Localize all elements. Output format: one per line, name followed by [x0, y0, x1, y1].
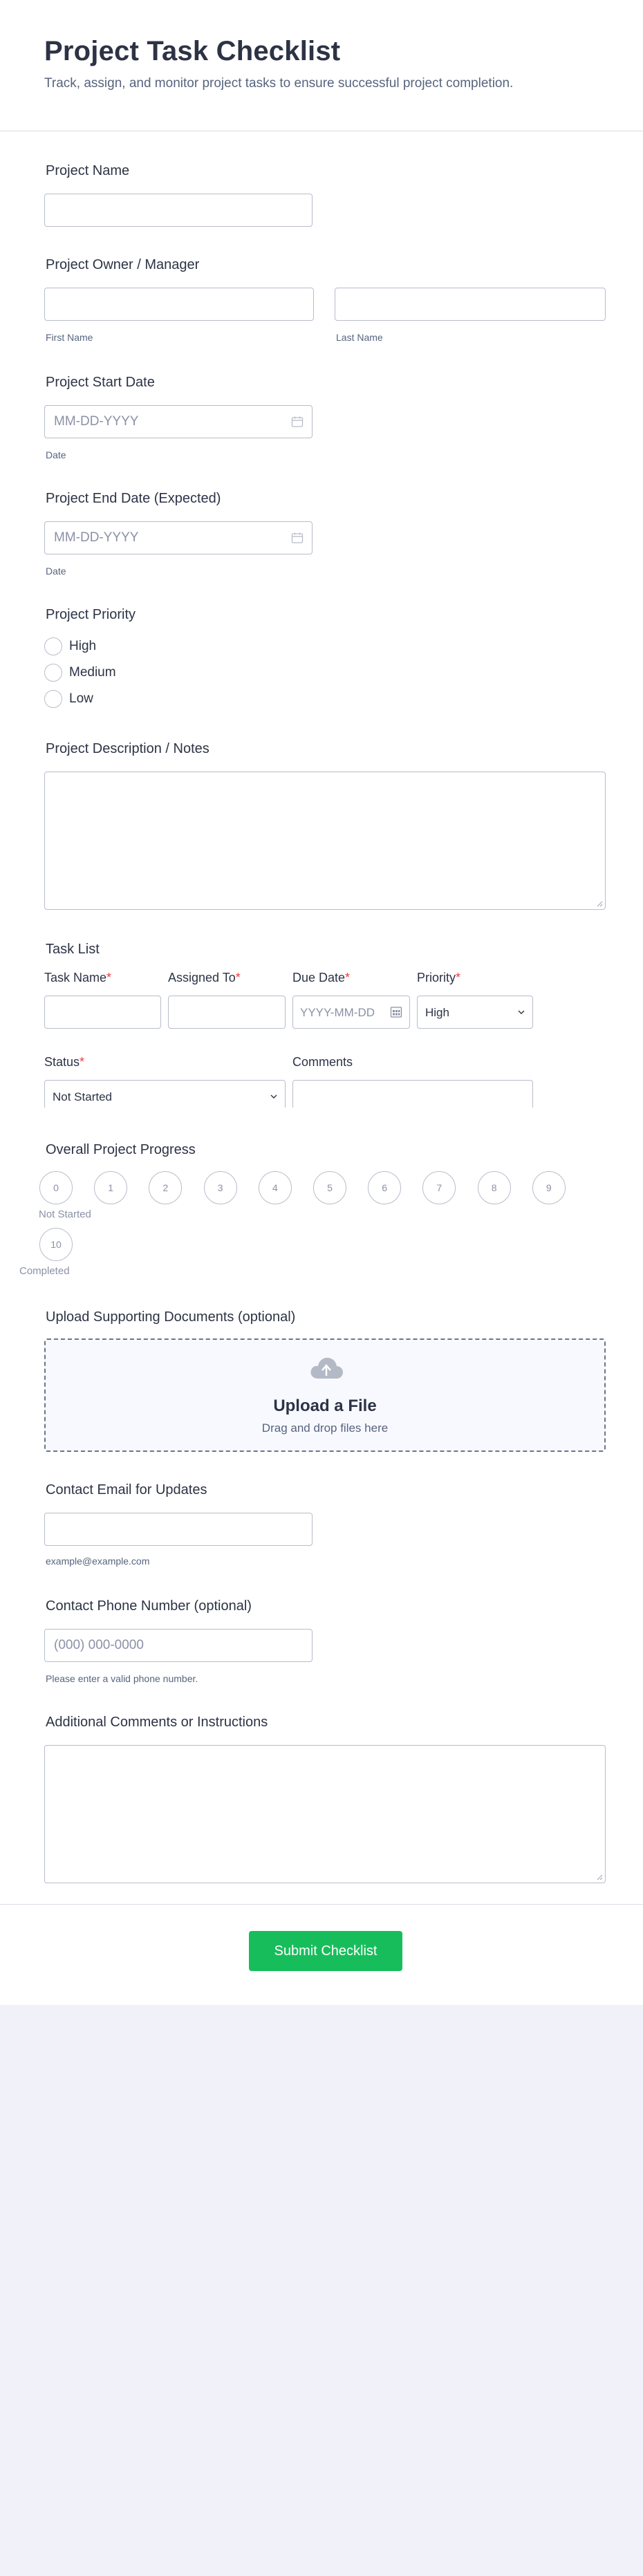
upload-dropzone[interactable] [44, 1338, 606, 1452]
progress-scale-option[interactable]: 8 [478, 1171, 511, 1204]
comments-header: Comments [292, 1055, 353, 1069]
phone-placeholder: (000) 000-0000 [54, 1638, 144, 1652]
progress-scale-option[interactable]: 1 [94, 1171, 127, 1204]
due-date-placeholder: YYYY-MM-DD [300, 1006, 375, 1019]
upload-title: Upload a File [273, 1397, 377, 1415]
priority-select[interactable] [417, 996, 533, 1029]
required-mark: * [345, 971, 351, 984]
progress-scale-option[interactable]: 4 [259, 1171, 292, 1204]
progress-scale-option[interactable]: 3 [204, 1171, 237, 1204]
phone-sublabel: Please enter a valid phone number. [46, 1673, 198, 1684]
task-name-input[interactable] [44, 996, 161, 1029]
priority-header [417, 971, 460, 985]
start-date-label: Project Start Date [46, 375, 155, 390]
progress-scale-option[interactable]: 6 [368, 1171, 401, 1204]
progress-scale-option[interactable]: 0 [39, 1171, 73, 1204]
start-date-placeholder: MM-DD-YYYY [54, 414, 139, 429]
calendar-icon[interactable] [390, 1006, 402, 1018]
progress-scale-option[interactable]: 10 [39, 1228, 73, 1261]
priority-header-text: Priority [417, 971, 456, 984]
description-label: Project Description / Notes [46, 741, 209, 756]
status-select[interactable] [44, 1080, 286, 1108]
resize-handle-icon[interactable] [596, 1874, 603, 1880]
form-title: Project Task Checklist [44, 36, 341, 66]
required-mark: * [106, 971, 112, 984]
comments-label: Additional Comments or Instructions [46, 1715, 268, 1730]
upload-label: Upload Supporting Documents (optional) [46, 1309, 296, 1325]
radio-circle[interactable] [44, 664, 62, 682]
progress-label: Overall Project Progress [46, 1142, 196, 1157]
required-mark: * [235, 971, 241, 984]
comments-textarea[interactable] [44, 1745, 606, 1883]
end-date-placeholder: MM-DD-YYYY [54, 530, 139, 545]
calendar-icon[interactable] [291, 416, 304, 428]
phone-label: Contact Phone Number (optional) [46, 1598, 252, 1614]
required-mark: * [80, 1055, 85, 1069]
footer-divider [0, 1904, 643, 1905]
start-date-input[interactable] [44, 405, 313, 438]
end-date-sublabel: Date [46, 566, 66, 577]
resize-handle-icon[interactable] [596, 900, 603, 907]
status-select-value: Not Started [53, 1090, 112, 1103]
last-name-input[interactable] [335, 288, 606, 321]
priority-label: Project Priority [46, 607, 136, 622]
radio-label: Medium [69, 665, 116, 680]
status-header [44, 1055, 84, 1070]
email-label: Contact Email for Updates [46, 1482, 207, 1497]
end-date-label: Project End Date (Expected) [46, 491, 221, 506]
calendar-icon[interactable] [291, 532, 304, 544]
project-name-input[interactable] [44, 194, 313, 227]
phone-input[interactable] [44, 1629, 313, 1662]
task-list-label: Task List [46, 942, 100, 957]
status-header-text: Status [44, 1055, 80, 1069]
email-input[interactable] [44, 1513, 313, 1546]
due-date-header-text: Due Date [292, 971, 346, 984]
progress-scale-option[interactable]: 2 [149, 1171, 182, 1204]
last-name-sublabel: Last Name [336, 332, 383, 343]
radio-label: Low [69, 691, 93, 706]
chevron-down-icon [270, 1092, 278, 1101]
required-mark: * [456, 971, 461, 984]
radio-label: High [69, 639, 97, 653]
cloud-upload-icon [309, 1355, 344, 1380]
first-name-input[interactable] [44, 288, 314, 321]
end-date-input[interactable] [44, 521, 313, 554]
task-name-header-text: Task Name [44, 971, 107, 984]
due-date-input[interactable] [292, 996, 410, 1029]
progress-scale-option[interactable]: 5 [313, 1171, 346, 1204]
description-textarea[interactable] [44, 772, 606, 910]
assigned-to-header-text: Assigned To [168, 971, 236, 984]
task-comments-input[interactable] [292, 1080, 533, 1108]
progress-scale-option[interactable]: 9 [532, 1171, 566, 1204]
radio-circle[interactable] [44, 637, 62, 655]
progress-max-caption: Completed [19, 1265, 70, 1277]
form-subtitle: Track, assign, and monitor project tasks to ensure successful project completion. [44, 76, 514, 91]
start-date-sublabel: Date [46, 449, 66, 460]
email-sublabel: example@example.com [46, 1556, 150, 1567]
first-name-sublabel: First Name [46, 332, 93, 343]
task-name-header [44, 971, 111, 985]
due-date-header [292, 971, 350, 985]
assigned-to-header [168, 971, 241, 985]
radio-circle[interactable] [44, 690, 62, 708]
priority-select-value: High [425, 1006, 449, 1019]
task-row-clip [41, 1079, 539, 1108]
submit-button[interactable]: Submit Checklist [249, 1931, 402, 1971]
owner-label: Project Owner / Manager [46, 257, 200, 272]
progress-scale-option[interactable]: 7 [422, 1171, 456, 1204]
assigned-to-input[interactable] [168, 996, 286, 1029]
project-name-label: Project Name [46, 163, 130, 178]
chevron-down-icon [517, 1008, 525, 1016]
progress-min-caption: Not Started [39, 1208, 91, 1220]
form-header [0, 0, 643, 131]
upload-subtitle: Drag and drop files here [261, 1421, 389, 1435]
